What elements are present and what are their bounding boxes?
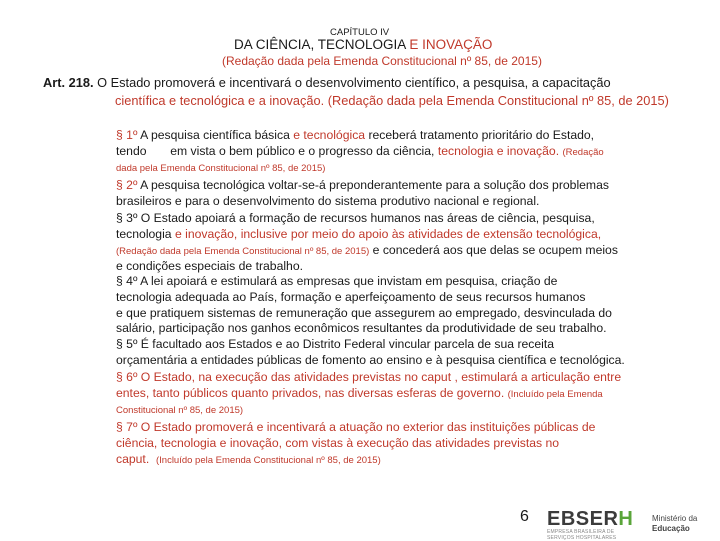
paragraph-6-text: entes, tanto públicos quanto privados, nas diversas esferas de governo. bbox=[116, 385, 505, 400]
paragraph-1-text: tendo bbox=[116, 143, 147, 158]
paragraph-6-note: Constitucional nº 85, de 2015) bbox=[116, 404, 244, 416]
paragraph-6 bbox=[116, 370, 621, 418]
paragraph-1 bbox=[116, 128, 604, 176]
paragraph-2-symbol: § 2º bbox=[116, 178, 138, 192]
paragraph-6-text: O Estado, na execução das atividades previstas no caput , estimulará a articulação entre bbox=[140, 370, 622, 384]
chapter-title bbox=[234, 37, 492, 52]
ministry-line-2: Educação bbox=[652, 523, 690, 533]
paragraph-6-symbol: § 6º bbox=[116, 370, 138, 384]
paragraph-3-text: O Estado apoiará a formação de recursos humanos nas áreas de ciência, pesquisa, bbox=[140, 211, 595, 225]
paragraph-1-note: (Redação bbox=[562, 146, 604, 158]
paragraph-5-text: É facultado aos Estados e ao Distrito Federal vincular parcela de sua receita bbox=[140, 337, 555, 351]
title-amendment-note: (Redação dada pela Emenda Constitucional nº 85, de 2015) bbox=[222, 54, 542, 68]
ebserh-logo bbox=[547, 509, 637, 540]
logo-wordmark-h: H bbox=[618, 508, 634, 530]
paragraph-1-text: receberá tratamento prioritário do Estado, bbox=[368, 128, 595, 142]
article-218 bbox=[43, 74, 669, 110]
article-label: Art. 218. bbox=[43, 75, 94, 90]
paragraph-7 bbox=[116, 420, 595, 468]
paragraph-7-text: ciência, tecnologia e inovação, com vistas à execução das atividades previstas no bbox=[116, 435, 560, 450]
title-part-2: E INOVAÇÃO bbox=[409, 37, 493, 52]
paragraph-1-red-text: e tecnológica bbox=[293, 128, 366, 142]
paragraph-3-text: e condições especiais de trabalho. bbox=[116, 259, 303, 274]
paragraph-4-text: tecnologia adequada ao País, formação e aperfeiçoamento de seus recursos humanos bbox=[116, 289, 586, 304]
article-line-1: O Estado promoverá e incentivará o desenvolvimento científico, a pesquisa, a capacitação bbox=[97, 75, 611, 90]
paragraph-3-text: e concederá aos que delas se ocupem meios bbox=[372, 242, 618, 257]
article-amendment-note: (Redação dada pela Emenda Constitucional nº 85, de 2015) bbox=[327, 93, 669, 108]
paragraph-4-text: e que pratiquem sistemas de remuneração que assegurem ao empregado, desvinculada do bbox=[116, 305, 612, 320]
paragraph-2 bbox=[116, 178, 609, 210]
page-number: 6 bbox=[520, 508, 529, 525]
paragraph-3-text: tecnologia bbox=[116, 226, 172, 241]
title-part-1: DA CIÊNCIA, TECNOLOGIA bbox=[234, 37, 406, 52]
paragraph-5-text: orçamentária a entidades públicas de fomento ao ensino e à pesquisa científica e tecnológica. bbox=[116, 352, 625, 367]
paragraph-1-text: A pesquisa científica básica bbox=[140, 128, 290, 142]
paragraph-2-text: brasileiros e para o desenvolvimento do sistema produtivo nacional e regional. bbox=[116, 193, 540, 208]
paragraph-3 bbox=[116, 211, 618, 275]
article-line-2: científica e tecnológica e a inovação. bbox=[115, 93, 325, 108]
paragraph-2-text: A pesquisa tecnológica voltar-se-á preponderantemente para a solução dos problemas bbox=[140, 178, 609, 192]
paragraph-1-symbol: § 1º bbox=[116, 128, 138, 142]
paragraph-6-note: (Incluído pela Emenda bbox=[507, 388, 603, 400]
paragraph-4-symbol: § 4º bbox=[116, 274, 138, 288]
paragraph-4-text: salário, participação nos ganhos econômicos resultantes da produtividade de seu trabalho. bbox=[116, 321, 607, 336]
paragraph-3-note: (Redação dada pela Emenda Constitucional nº 85, de 2015) bbox=[116, 245, 370, 257]
paragraph-7-note: (Incluído pela Emenda Constitucional nº 85, de 2015) bbox=[155, 454, 381, 466]
logo-subtext: EMPRESA BRASILEIRA DE SERVIÇOS HOSPITALARES bbox=[547, 529, 617, 541]
paragraph-3-red-text: e inovação, inclusive por meio do apoio às atividades de extensão tecnológica, bbox=[174, 226, 602, 241]
chapter-label: CAPÍTULO IV bbox=[330, 27, 390, 38]
logo-wordmark: EBSER bbox=[547, 508, 619, 530]
paragraph-3-symbol: § 3º bbox=[116, 211, 138, 225]
paragraph-1-red-text: tecnologia e inovação. bbox=[437, 143, 560, 158]
paragraph-4-text: A lei apoiará e estimulará as empresas que invistam em pesquisa, criação de bbox=[140, 274, 558, 288]
paragraph-7-text: O Estado promoverá e incentivará a atuação no exterior das instituições públicas de bbox=[140, 420, 596, 434]
paragraph-5 bbox=[116, 337, 625, 369]
paragraph-1-text: em vista o bem público e o progresso da ciência, bbox=[170, 143, 435, 158]
paragraph-4 bbox=[116, 274, 612, 337]
paragraph-5-symbol: § 5º bbox=[116, 337, 138, 351]
ministry-logo bbox=[652, 514, 697, 533]
paragraph-1-note: dada pela Emenda Constitucional nº 85, de 2015) bbox=[116, 162, 326, 174]
paragraph-7-symbol: § 7º bbox=[116, 420, 138, 434]
paragraph-7-text: caput. bbox=[116, 451, 150, 466]
ministry-line-1: Ministério da bbox=[652, 514, 698, 523]
